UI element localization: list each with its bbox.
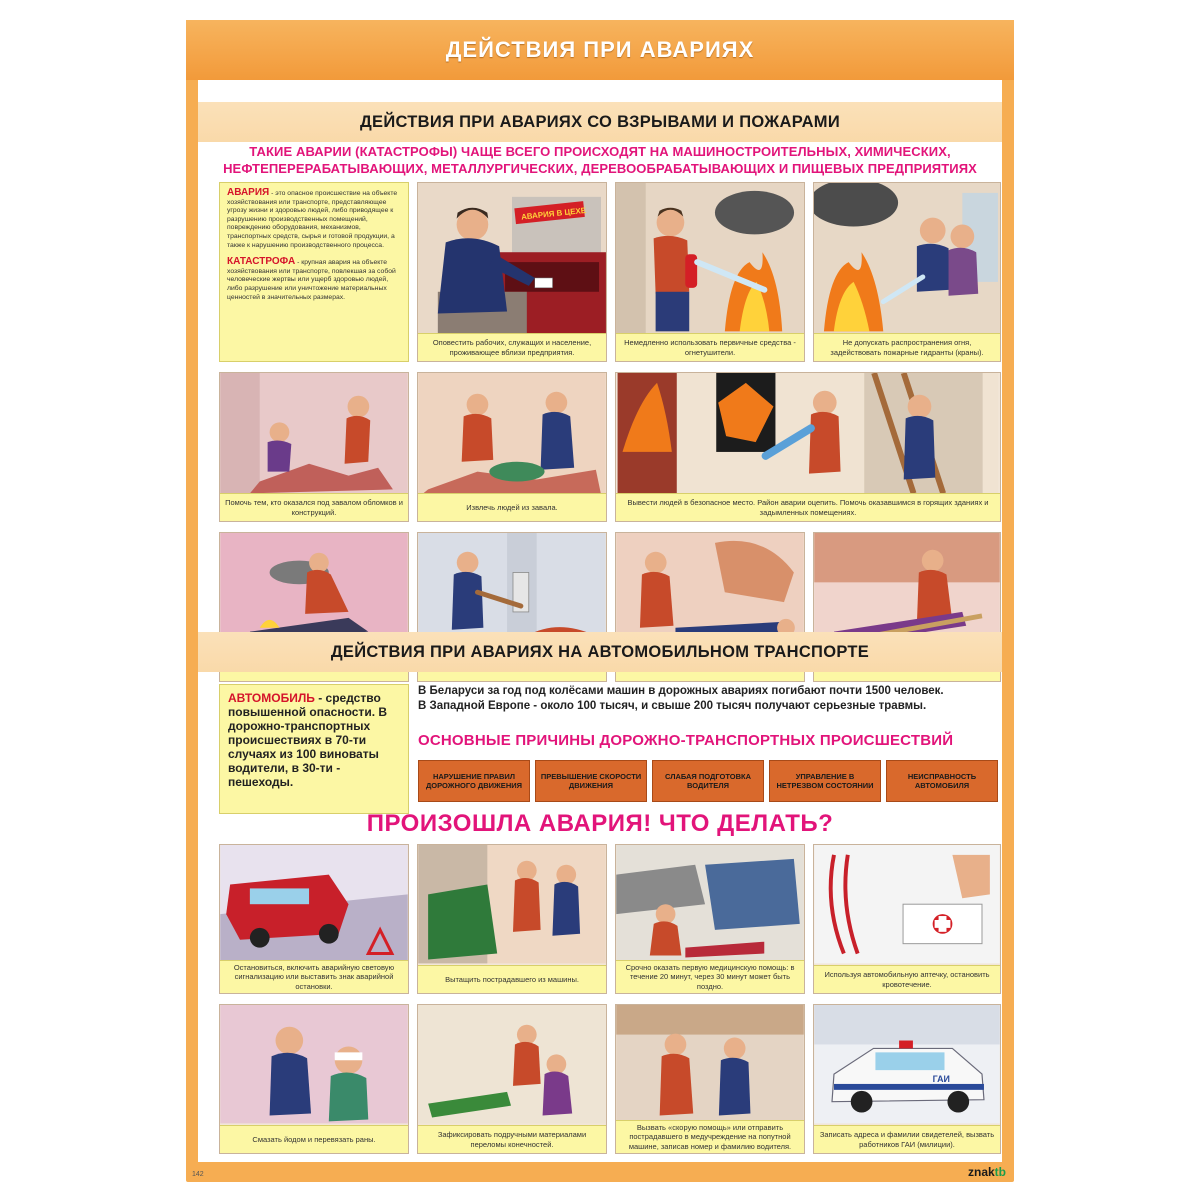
brand-logo	[968, 1165, 1006, 1179]
panel-caption: Остановиться, включить аварийную световую сигнализацию или выставить знак аварийной остановки.	[220, 960, 408, 994]
poster-code: 142	[192, 1171, 204, 1178]
poster-title: ДЕЙСТВИЯ ПРИ АВАРИЯХ	[186, 20, 1014, 80]
panel-fixate	[417, 1004, 607, 1154]
panel-bandage	[219, 1004, 409, 1154]
panel-evacuate	[615, 372, 1001, 522]
section-intro	[198, 140, 1002, 184]
definitions-box	[219, 182, 409, 362]
section-heading-explosions: ДЕЙСТВИЯ ПРИ АВАРИЯХ СО ВЗРЫВАМИ И ПОЖАРАМИ	[198, 102, 1002, 142]
panel-caption: Записать адреса и фамилии свидетелей, вызвать работников ГАИ (милиции).	[814, 1125, 1000, 1153]
cause-box: НЕИСПРАВНОСТЬ АВТОМОБИЛЯ	[886, 760, 998, 802]
poster-body	[198, 80, 1002, 1162]
panel-first-aid	[615, 844, 805, 994]
term-avtomobil: АВТОМОБИЛЬ	[228, 691, 315, 705]
police-car-label: ГАИ	[932, 1073, 950, 1084]
panel-extinguisher	[615, 182, 805, 362]
alarm-sign-text: АВАРИЯ В ЦЕХЕ	[520, 205, 587, 222]
intro-line-1: ТАКИЕ АВАРИИ (КАТАСТРОФЫ) ЧАЩЕ ВСЕГО ПРОИСХОДЯТ НА МАШИНОСТРОИТЕЛЬНЫХ, ХИМИЧЕСКИХ,	[249, 144, 951, 159]
stats-line-2: В Западной Европе - около 100 тысяч, и свыше 200 тысяч получают серьезные травмы.	[418, 700, 927, 712]
panel-caption: Помочь тем, кто оказался под завалом обломков и конструкций.	[220, 493, 408, 521]
panel-alert	[417, 182, 607, 362]
poster	[186, 20, 1014, 1182]
panel-police	[813, 1004, 1001, 1154]
cause-box: УПРАВЛЕНИЕ В НЕТРЕЗВОМ СОСТОЯНИИ	[769, 760, 881, 802]
panel-caption: Извлечь людей из завала.	[418, 493, 606, 521]
panel-rescue	[417, 372, 607, 522]
panel-debris	[219, 372, 409, 522]
what-to-do-title: ПРОИЗОШЛА АВАРИЯ! ЧТО ДЕЛАТЬ?	[366, 810, 834, 837]
brand-part-a: znak	[967, 1165, 995, 1179]
auto-definition-box	[219, 684, 409, 814]
cause-box: НАРУШЕНИЕ ПРАВИЛ ДОРОЖНОГО ДВИЖЕНИЯ	[418, 760, 530, 802]
section-heading-transport: ДЕЙСТВИЯ ПРИ АВАРИЯХ НА АВТОМОБИЛЬНОМ ТРАНСПОРТЕ	[198, 632, 1002, 672]
stats-line-1: В Беларуси за год под колёсами машин в дорожных авариях погибают почти 1500 человек.	[418, 685, 944, 697]
panel-caption: Срочно оказать первую медицинскую помощь: в течение 20 минут, через 30 минут может быть поздно.	[616, 960, 804, 994]
definition-avtomobil: - средство повышенной опасности. В дорожно-транспортных происшествиях в 70-ти случаях из 100 виноваты водители, в 30-ти - пешеходы.	[228, 691, 388, 789]
term-avaria: АВАРИЯ	[227, 187, 270, 198]
intro-line-2: НЕФТЕПЕРЕРАБАТЫВАЮЩИХ, МЕТАЛЛУРГИЧЕСКИХ, ДЕРЕВООБРАБАТЫВАЮЩИХ И ПИЩЕВЫХ ПРЕДПРИЯТИЯХ	[223, 161, 977, 176]
panel-pull-out	[417, 844, 607, 994]
definition-katastrofa: - крупная авария на объекте хозяйствования или транспорте, повлекшая за собой человеческие жертвы или ущерб здоровью людей, либо разрушение или уничтожение материальных ценностей в значительных размерах.	[227, 259, 396, 301]
panel-caption: Немедленно использовать первичные средства - огнетушители.	[616, 333, 804, 361]
panel-caption: Вытащить пострадавшего из машины.	[418, 965, 606, 993]
panel-first-aid-kit	[813, 844, 1001, 994]
panel-caption: Смазать йодом и перевязать раны.	[220, 1125, 408, 1153]
panel-caption: Оповестить рабочих, служащих и население, проживающее вблизи предприятия.	[418, 333, 606, 361]
panel-caption: Не допускать распространения огня, задействовать пожарные гидранты (краны).	[814, 333, 1000, 361]
panel-call-ambulance	[615, 1004, 805, 1154]
causes-title: ОСНОВНЫЕ ПРИЧИНЫ ДОРОЖНО-ТРАНСПОРТНЫХ ПРОИСШЕСТВИЙ	[418, 732, 954, 749]
cause-box: ПРЕВЫШЕНИЕ СКОРОСТИ ДВИЖЕНИЯ	[535, 760, 647, 802]
accident-statistics	[418, 684, 998, 714]
brand-part-b: tb	[994, 1165, 1006, 1179]
panel-caption: Зафиксировать подручными материалами переломы конечностей.	[418, 1125, 606, 1153]
panel-caption: Вызвать «скорую помощь» или отправить пострадавшего в медучреждение на попутной машине, записав номер и фамилию водителя.	[616, 1120, 804, 1154]
panel-hazard-sign	[219, 844, 409, 994]
term-katastrofa: КАТАСТРОФА	[227, 256, 296, 268]
panel-caption: Используя автомобильную аптечку, остановить кровотечение.	[814, 965, 1000, 993]
cause-box: СЛАБАЯ ПОДГОТОВКА ВОДИТЕЛЯ	[652, 760, 764, 802]
definition-avaria: - это опасное происшествие на объекте хозяйствования или транспорте, представляющее угрозу жизни и здоровью людей, либо приводящее к разрушению производственных помещений, повреждению оборудования, механизмов, транспортных средств, сырья и готовой продукции, а также к нарушению производственного процесса.	[227, 190, 398, 249]
panel-hydrant	[813, 182, 1001, 362]
panel-caption: Вывести людей в безопасное место. Район аварии оцепить. Помочь оказавшимся в горящих зданиях и задымленных помещениях.	[616, 493, 1000, 521]
